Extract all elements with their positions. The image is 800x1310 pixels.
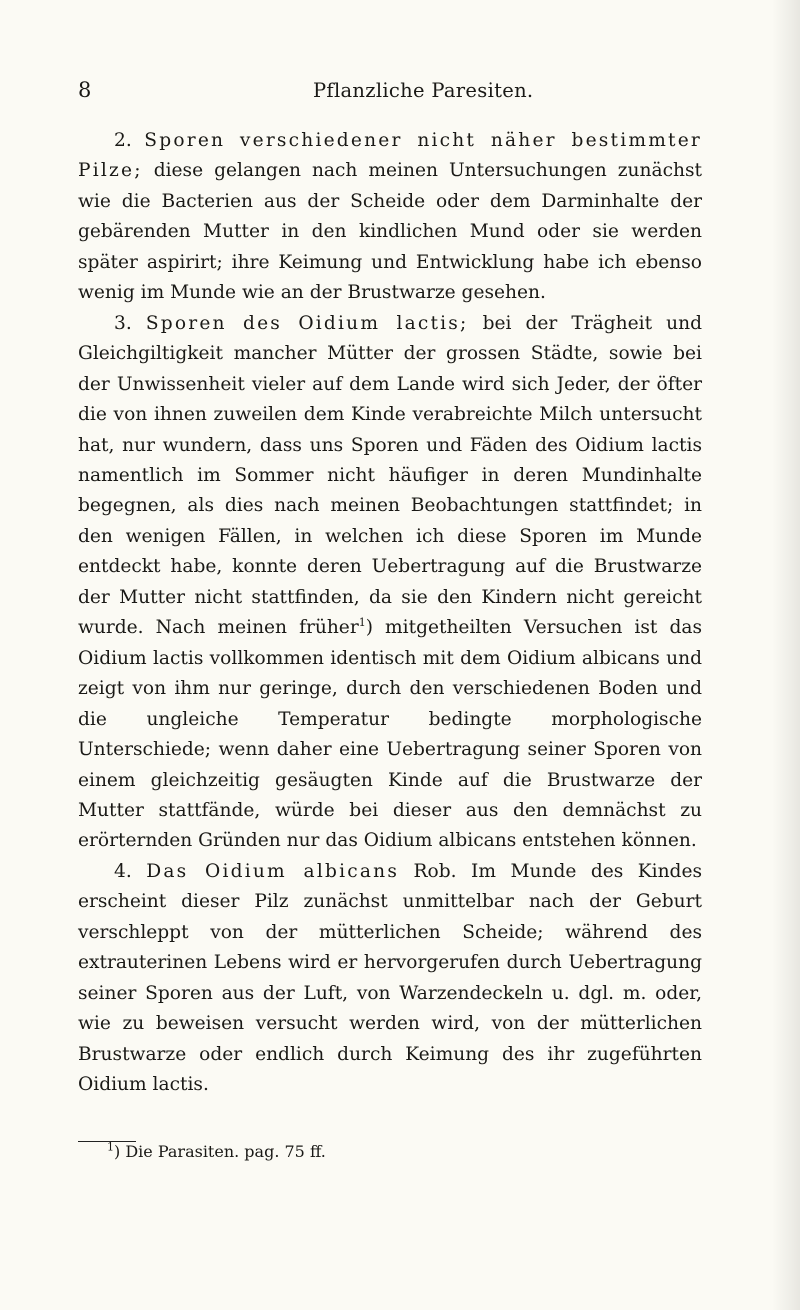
- paragraph-3: [78, 309, 702, 857]
- page-edge-shadow: [772, 0, 800, 1310]
- paragraph-lead: Sporen verschiedener nicht näher bestimmter Pilze;: [78, 130, 702, 182]
- paragraph-number: 4.: [114, 860, 132, 882]
- paragraph-lead: Sporen des Oidium lactis;: [145, 312, 469, 334]
- paragraph-text: Rob. Im Munde des Kindes erscheint dieser Pilz zunächst unmittelbar nach der Geburt verschleppt von der mütterlichen Scheide; während des extrauterinen Lebens wird er hervorgerufen durch Uebertragung seiner Sporen aus der Luft, von Warzendeckeln u. dgl. m. oder, wie zu beweisen versucht werden wird, von der mütterlichen Brustwarze oder endlich durch Keimung des ihr zugeführten Oidium lactis.: [78, 860, 703, 1096]
- footnote: [107, 1141, 326, 1163]
- paragraph-number: 2.: [114, 130, 132, 151]
- paragraph-4: [78, 857, 702, 1101]
- page-header: [78, 78, 702, 108]
- paragraph-number: 3.: [114, 312, 132, 334]
- footnote-mark: 1: [107, 1140, 114, 1154]
- page-number: 8: [78, 78, 92, 102]
- running-head: Pflanzliche Paresiten.: [313, 79, 534, 102]
- paragraph-lead: Das Oidium albicans: [146, 860, 400, 882]
- paragraph-2: [78, 126, 702, 309]
- paragraph-text: diese gelangen nach meinen Untersuchungen zunächst wie die Bacterien aus der Scheide oder dem Darminhalte der gebärenden Mutter in den kindlichen Mund oder sie werden später aspirirt; ihre Keimung und Entwicklung habe ich ebenso wenig im Munde wie an der Brustwarze gesehen.: [78, 160, 702, 304]
- paragraph-text: bei der Trägheit und Gleichgiltigkeit mancher Mütter der grossen Städte, sowie bei der Unwissenheit vieler auf dem Lande wird sich Jeder, der öfter die von ihnen zuweilen dem Kinde verabreichte Milch untersucht hat, nur wundern, dass uns Sporen und Fäden des Oidium lactis namentlich im Sommer nicht häufiger in deren Mundinhalte begegnen, als dies nach meinen Beobachtungen stattfindet; in den wenigen Fällen, in welchen ich diese Sporen im Munde entdeckt habe, konnte deren Uebertragung auf die Brustwarze der Mutter nicht stattfinden, da sie den Kindern nicht gereicht wurde. Nach meinen früher: [78, 312, 702, 639]
- footnote-text: ) Die Parasiten. pag. 75 ff.: [114, 1142, 326, 1161]
- body-text: [78, 126, 702, 1101]
- footnote-reference: 1: [358, 616, 366, 630]
- paragraph-text-continued: ) mitgetheilten Versuchen ist das Oidium lactis vollkommen identisch mit dem Oidium albicans und zeigt von ihm nur geringe, durch den verschiedenen Boden und die ungleiche Temperatur bedingte morphologische Unterschiede; wenn daher eine Uebertragung seiner Sporen von einem gleichzeitig gesäugten Kinde auf die Brustwarze der Mutter stattfände, würde bei dieser aus den demnächst zu erörternden Gründen nur das Oidium albicans entstehen können.: [78, 617, 702, 852]
